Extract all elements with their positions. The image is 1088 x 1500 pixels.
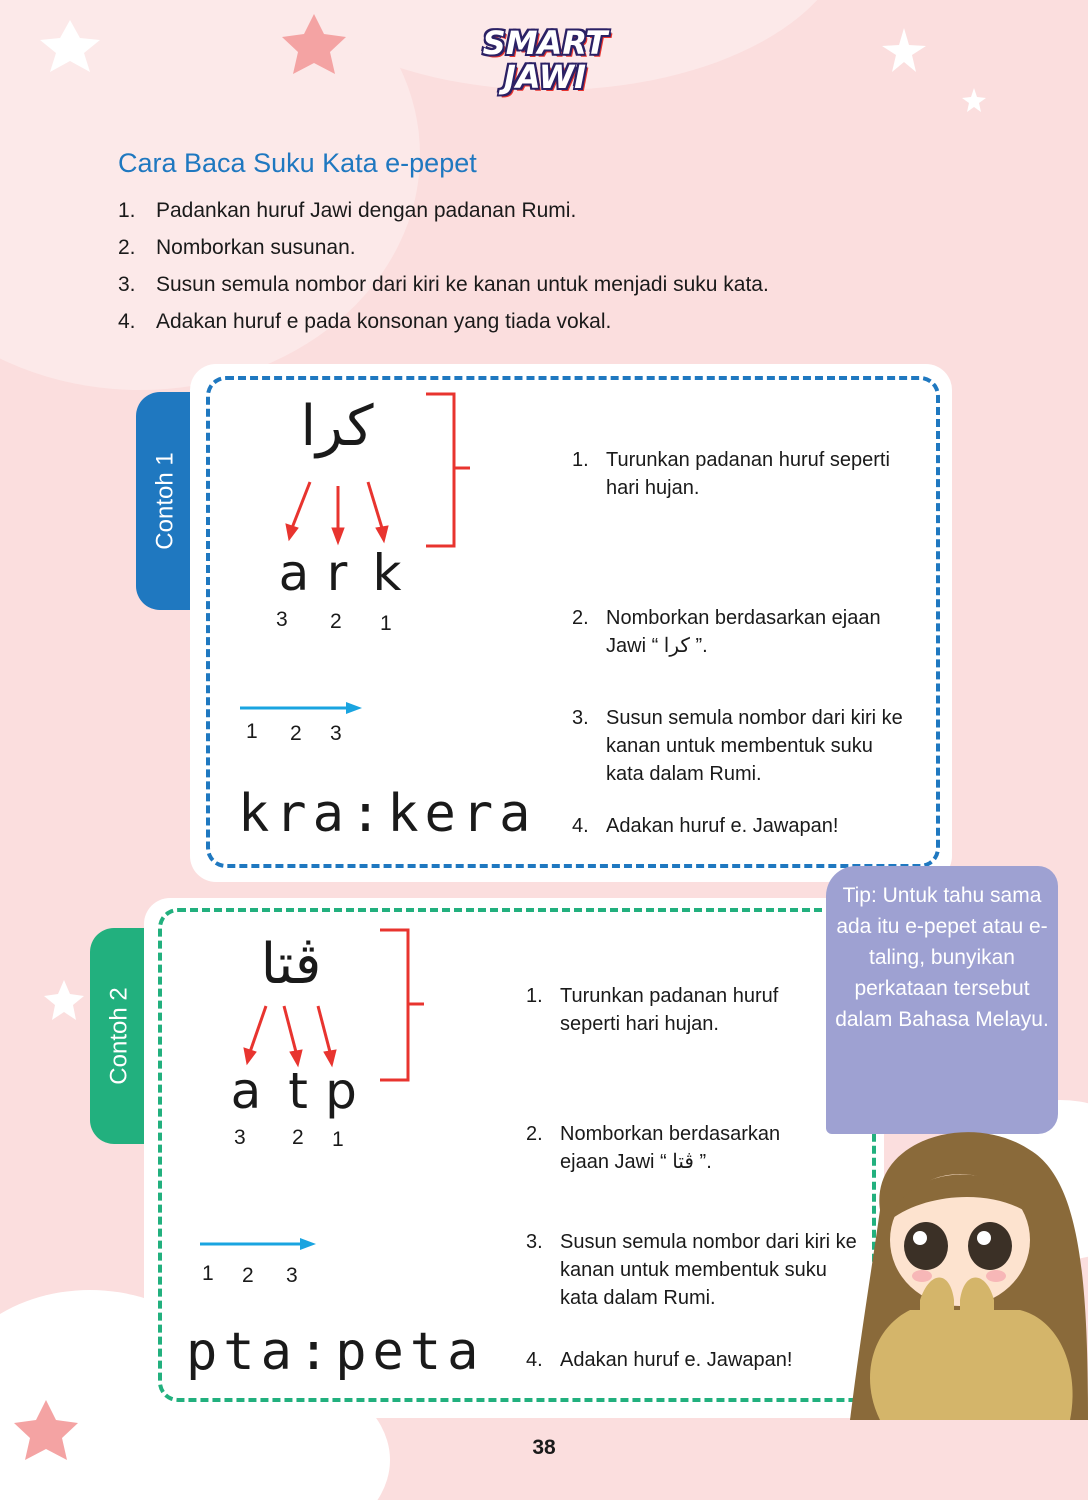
instruction-text: Adakan huruf e. Jawapan! xyxy=(560,1349,793,1371)
example-2-jawi-word: ڤتا xyxy=(260,932,322,997)
list-item xyxy=(118,266,769,303)
example-2-instruction xyxy=(526,1120,830,1176)
down-arrow-icon xyxy=(286,482,388,544)
example-1-number: 2 xyxy=(330,610,342,633)
example-2-tab xyxy=(90,928,150,1144)
star-icon xyxy=(44,980,84,1020)
right-arrow-icon xyxy=(198,1234,318,1254)
example-1-letter: r xyxy=(326,544,348,602)
example-1-tab-label: Contoh 1 xyxy=(152,452,179,550)
example-1-order-number: 3 xyxy=(330,722,342,745)
logo-line-1: SMART xyxy=(482,24,608,62)
instruction-text: Turunkan padanan huruf seperti hari hujan. xyxy=(560,985,779,1035)
example-2-answer: pta:peta xyxy=(186,1322,485,1382)
example-1-answer: kra:kera xyxy=(238,784,537,844)
example-1-tab xyxy=(136,392,196,610)
step-text: Nomborkan susunan. xyxy=(156,236,356,259)
example-1-letter: a xyxy=(278,544,310,602)
example-1-jawi-word: كرا xyxy=(300,394,374,459)
example-2-instruction xyxy=(526,1228,870,1312)
steps-list xyxy=(118,192,769,340)
step-number: 1. xyxy=(118,199,136,222)
instruction-text: Nomborkan berdasarkan ejaan Jawi “ كرا ”. xyxy=(606,607,881,657)
page-number: 38 xyxy=(532,1436,556,1459)
example-2-letter: p xyxy=(325,1062,357,1120)
star-icon xyxy=(962,88,986,112)
step-number: 4. xyxy=(118,310,136,333)
example-1-number: 3 xyxy=(276,608,288,631)
list-item xyxy=(118,303,769,340)
instruction-number: 4. xyxy=(526,1349,543,1371)
step-number: 2. xyxy=(118,236,136,259)
example-2-order-number: 1 xyxy=(202,1262,214,1285)
example-1-order-number: 1 xyxy=(246,720,258,743)
star-icon xyxy=(40,20,100,72)
example-1-instruction xyxy=(572,704,906,788)
step-text: Susun semula nombor dari kiri ke kanan untuk menjadi suku kata. xyxy=(156,273,769,296)
instruction-number: 3. xyxy=(526,1231,543,1253)
example-2-instruction xyxy=(526,1346,850,1374)
step-text: Padankan huruf Jawi dengan padanan Rumi. xyxy=(156,199,577,222)
instruction-text: Nomborkan berdasarkan ejaan Jawi “ ڤتا ”. xyxy=(560,1123,781,1173)
star-icon xyxy=(282,14,346,74)
example-2-number: 3 xyxy=(234,1126,246,1149)
instruction-text: Susun semula nombor dari kiri ke kanan untuk membentuk suku kata dalam Rumi. xyxy=(560,1231,857,1309)
bracket-icon xyxy=(426,394,470,546)
right-arrow-icon xyxy=(238,698,364,718)
example-1-arrows xyxy=(270,390,470,560)
tip-bubble: Tip: Untuk tahu sama ada itu e-pepet atau e-taling, bunyikan perkataan tersebut dalam Bahasa Melayu. xyxy=(826,866,1058,1134)
smart-jawi-logo xyxy=(460,26,630,94)
example-1-instruction xyxy=(572,812,906,840)
step-number: 3. xyxy=(118,273,136,296)
example-1-letter: k xyxy=(372,544,402,602)
example-2-tab-label: Contoh 2 xyxy=(106,987,133,1085)
example-1-order-number: 2 xyxy=(290,722,302,745)
girl-character-illustration xyxy=(850,1120,1088,1420)
logo-line-2: JAWI xyxy=(503,58,587,96)
instruction-text: Susun semula nombor dari kiri ke kanan untuk membentuk suku kata dalam Rumi. xyxy=(606,707,903,785)
example-2-instruction xyxy=(526,982,830,1038)
example-1-instruction xyxy=(572,446,906,502)
instruction-number: 3. xyxy=(572,707,589,729)
example-2-order-number: 3 xyxy=(286,1264,298,1287)
instruction-number: 1. xyxy=(572,449,589,471)
example-2-number: 2 xyxy=(292,1126,304,1149)
list-item xyxy=(118,229,769,266)
example-2-number: 1 xyxy=(332,1128,344,1151)
page-title: Cara Baca Suku Kata e-pepet xyxy=(118,148,477,178)
instruction-number: 4. xyxy=(572,815,589,837)
example-2-letter: a xyxy=(230,1062,262,1120)
down-arrow-icon xyxy=(244,1006,336,1066)
example-1-instruction xyxy=(572,604,906,660)
instruction-number: 2. xyxy=(572,607,589,629)
star-icon xyxy=(882,28,926,72)
instruction-number: 1. xyxy=(526,985,543,1007)
instruction-number: 2. xyxy=(526,1123,543,1145)
list-item xyxy=(118,192,769,229)
step-text: Adakan huruf e pada konsonan yang tiada vokal. xyxy=(156,310,612,333)
instruction-text: Turunkan padanan huruf seperti hari hujan. xyxy=(606,449,890,499)
bracket-icon xyxy=(380,930,424,1080)
example-1-number: 1 xyxy=(380,612,392,635)
instruction-text: Adakan huruf e. Jawapan! xyxy=(606,815,839,837)
example-2-letter: t xyxy=(288,1062,308,1120)
example-2-order-number: 2 xyxy=(242,1264,254,1287)
